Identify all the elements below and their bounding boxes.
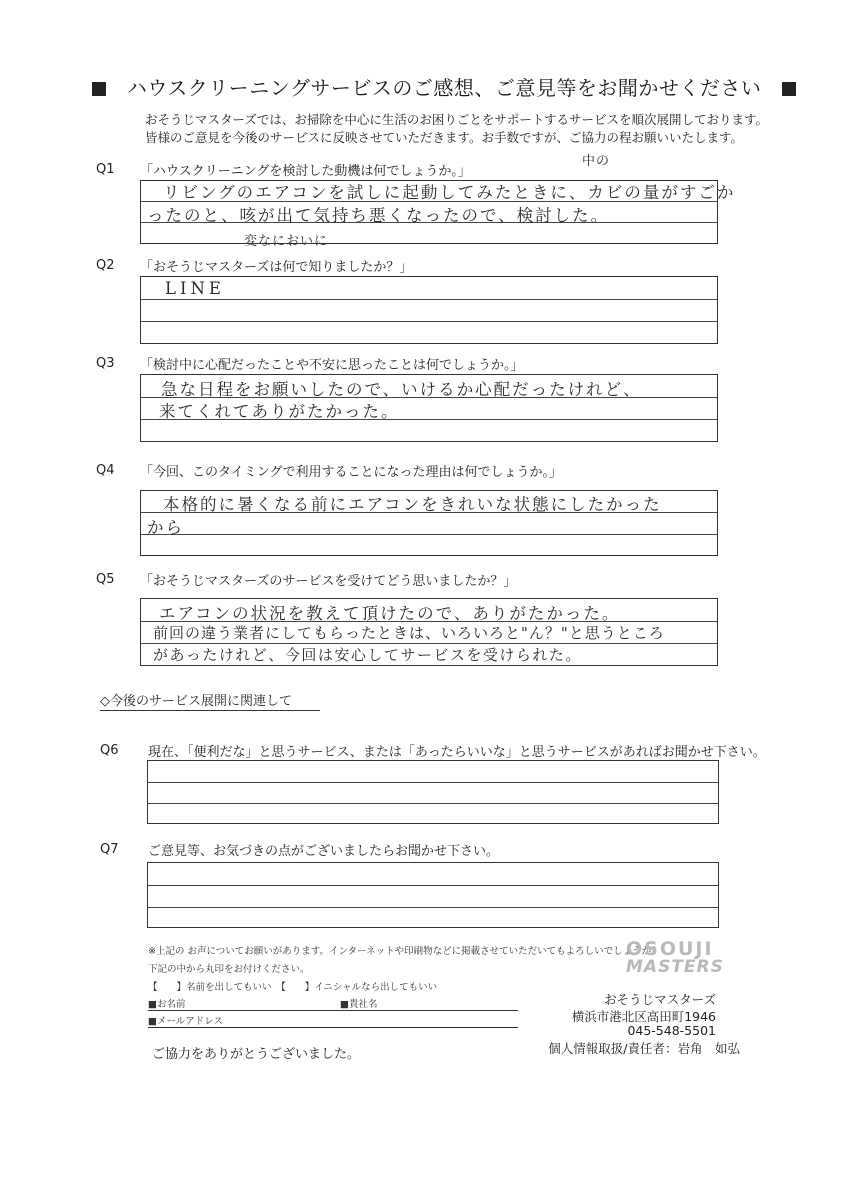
name-label: ■お名前 (148, 999, 186, 1010)
osouji-masters-logo (626, 940, 736, 982)
question-text: 「おそうじマスターズは何で知りましたか？」 (140, 260, 413, 275)
company-phone: 045-548-5501 (627, 1023, 716, 1038)
question-number: Q5 (96, 572, 115, 587)
question-number: Q2 (96, 258, 115, 273)
company-address: 横浜市港北区高田町1946 (571, 1009, 716, 1024)
logo-line-2: MASTERS (626, 957, 724, 977)
answer-line: 急な日程をお願いしたので、いけるか心配だったけれど、 (161, 380, 642, 399)
answer-box-q6 (147, 760, 719, 824)
intro-line-1: おそうじマスターズでは、お掃除を中心に生活のお困りごとをサポートするサービスを順次展開しております。 (145, 112, 769, 127)
question-number: Q1 (96, 162, 115, 177)
consent-note: ※上記の お声についてお願いがあります。インターネットや印刷物などに掲載させていただいてもよろしいでしょうか？ (148, 946, 661, 957)
question-number: Q7 (100, 842, 119, 857)
handwritten-annotation: 変なにおいに (244, 234, 329, 249)
company-name: おそうじマスターズ (604, 992, 716, 1007)
answer-line: LINE (165, 279, 225, 298)
question-text: 「おそうじマスターズのサービスを受けてどう思いましたか？」 (140, 574, 517, 589)
answer-box-q1 (140, 180, 736, 244)
question-text: 現在、「便利だな」と思うサービス、または「あったらいいな」と思うサービスがあればお聞かせ下さい。 (148, 745, 766, 760)
question-text: 「今回、このタイミングで利用することになった理由は何でしょうか。」 (140, 465, 562, 480)
answer-box-q3 (140, 374, 718, 442)
answer-line: 前回の違う業者にしてもらったときは、いろいろと"ん？"と思うところ (153, 624, 665, 642)
answer-box-q4 (140, 490, 718, 556)
intro-line-2: 皆様のご意見を今後のサービスに反映させていただきます。お手数ですが、ご協力の程お願いいたします。 (145, 130, 744, 145)
question-text: 「ハウスクリーニングを検討した動機は何でしょうか。」 (140, 164, 471, 179)
question-number: Q3 (96, 356, 115, 371)
email-label: ■メールアドレス (148, 1016, 224, 1027)
answer-line: から (147, 518, 184, 537)
consent-instruction: 下記の中から丸印をお付けください。 (148, 964, 310, 975)
answer-line: 来てくれてありがたかった。 (159, 402, 400, 421)
square-bullet-icon (782, 82, 796, 96)
thanks-text: ご協力をありがとうございました。 (152, 1047, 361, 1062)
handwritten-annotation: 中の (582, 154, 611, 169)
answer-box-q5 (140, 598, 718, 666)
company-label: ■貴社名 (340, 999, 378, 1010)
title-text: ハウスクリーニングサービスのご感想、ご意見等をお聞かせください (126, 76, 762, 100)
answer-line: ったのと、咳が出て気持ち悪くなったので、検討した。 (147, 206, 610, 225)
page-title (92, 72, 782, 101)
logo-line-1: OSOUJI (626, 938, 714, 960)
section-heading-text: ◇今後のサービス展開に関連して (100, 694, 292, 709)
consent-options: 【 】名前を出してもいい 【 】イニシャルなら出してもいい (148, 982, 438, 993)
privacy-officer: 個人情報取扱/責任者：岩角 如弘 (548, 1041, 740, 1056)
question-number: Q6 (100, 743, 119, 758)
answer-line: リビングのエアコンを試しに起動してみたときに、カビの量がすごか (163, 183, 736, 202)
answer-line: があったけれど、今回は安心してサービスを受けられた。 (153, 646, 582, 664)
section-heading (100, 690, 292, 709)
answer-box-q2 (140, 276, 718, 344)
answer-line: 本格的に暑くなる前にエアコンをきれいな状態にしたかった (163, 495, 662, 514)
question-text: ご意見等、お気づきの点がございましたらお聞かせ下さい。 (148, 844, 500, 859)
question-text: 「検討中に心配だったことや不安に思ったことは何でしょうか。」 (140, 358, 524, 373)
answer-line: エアコンの状況を教えて頂けたので、ありがたかった。 (159, 604, 621, 623)
question-number: Q4 (96, 463, 115, 478)
square-bullet-icon (92, 82, 106, 96)
answer-box-q7 (147, 862, 719, 928)
